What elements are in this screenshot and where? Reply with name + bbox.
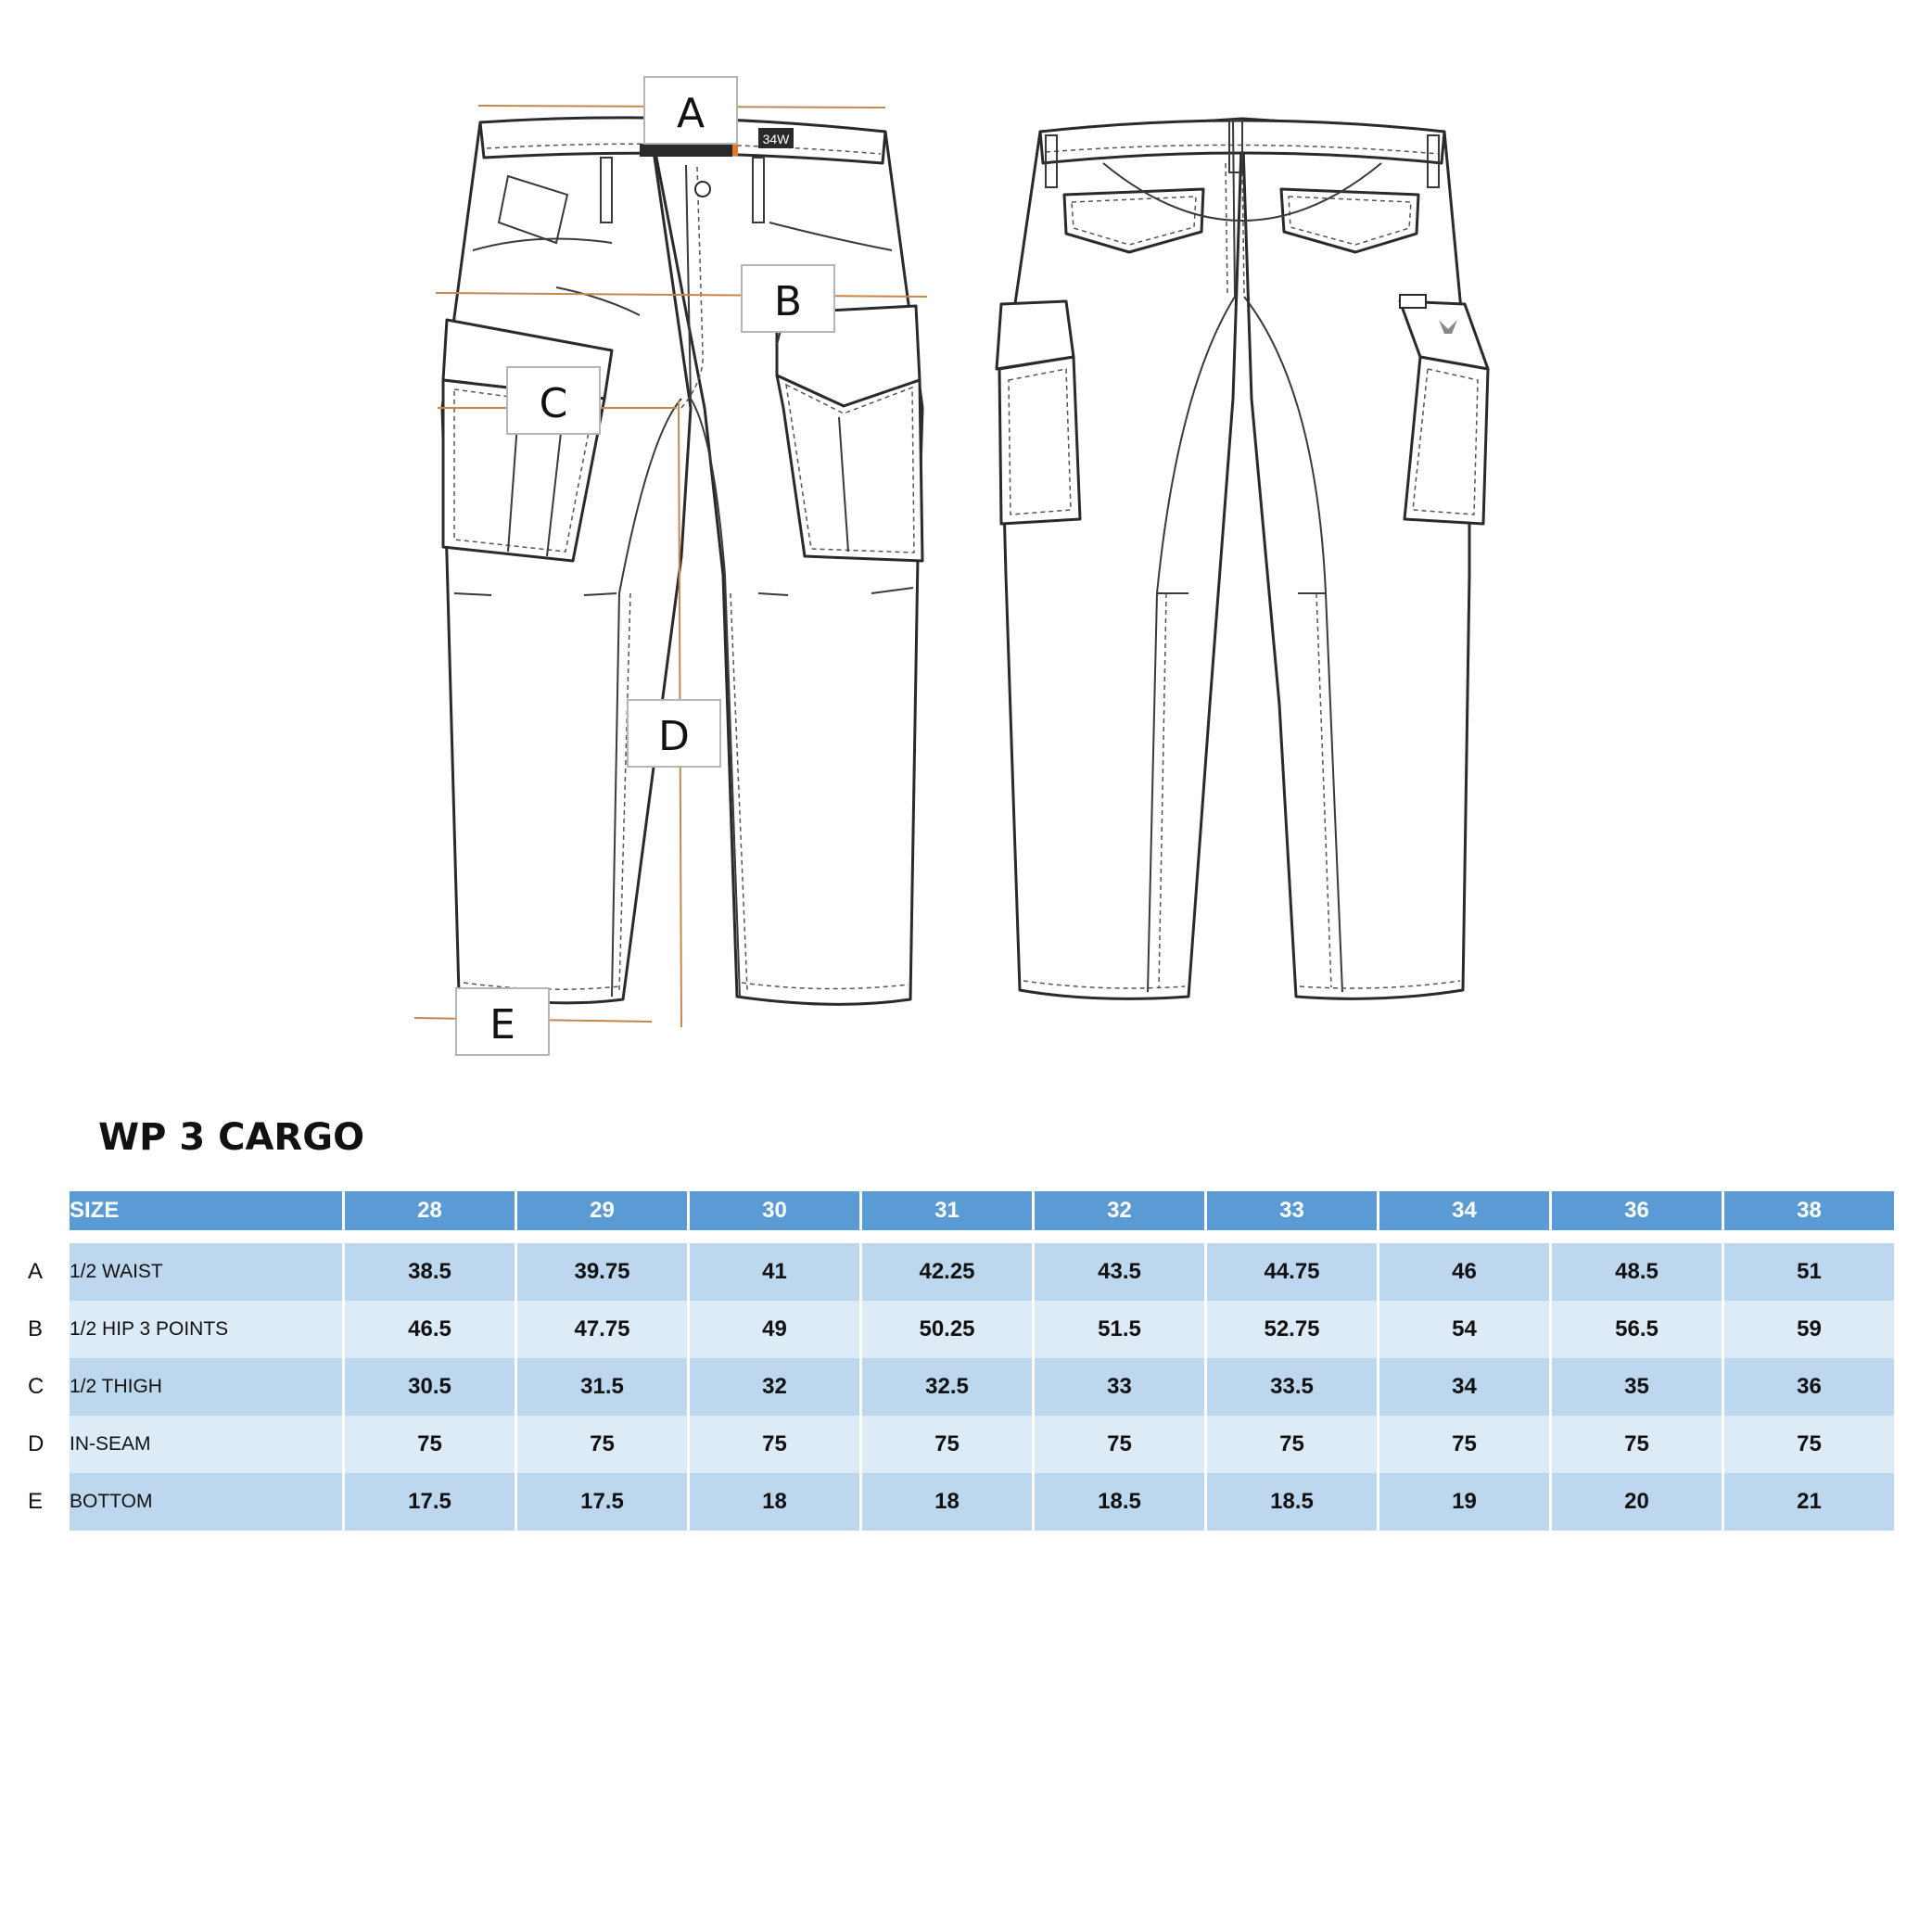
row-letter: D [28,1416,70,1473]
table-cell: 75 [342,1416,515,1473]
table-cell: 56.5 [1549,1301,1722,1358]
measurement-name: IN-SEAM [70,1416,342,1473]
pants-back-view [997,119,1488,998]
table-cell: 46.5 [342,1301,515,1358]
table-row [28,1358,1894,1416]
table-cell: 47.75 [515,1301,687,1358]
size-col-header: 36 [1549,1191,1722,1230]
svg-text:D: D [658,713,690,760]
table-cell: 17.5 [342,1473,515,1531]
table-cell: 31.5 [515,1358,687,1416]
table-cell: 75 [859,1416,1032,1473]
svg-text:C: C [539,380,568,427]
table-cell: 17.5 [515,1473,687,1531]
table-cell: 18.5 [1204,1473,1377,1531]
measurement-name: 1/2 THIGH [70,1358,342,1416]
table-cell: 75 [1204,1416,1377,1473]
svg-text:E: E [489,1001,515,1049]
header-spacer [28,1191,70,1230]
size-col-header: 34 [1377,1191,1549,1230]
table-cell: 41 [687,1243,859,1301]
row-letter: E [28,1473,70,1531]
measure-label-c [507,367,600,434]
row-letter: C [28,1358,70,1416]
size-col-header: 31 [859,1191,1032,1230]
measure-label-d [628,700,720,767]
measure-label-b [742,265,834,332]
table-row [28,1301,1894,1358]
table-cell: 75 [1377,1416,1549,1473]
size-chart-table [28,1191,1894,1531]
table-row [28,1473,1894,1531]
size-col-header: 33 [1204,1191,1377,1230]
size-col-header: 30 [687,1191,859,1230]
table-row [28,1416,1894,1473]
table-cell: 75 [1032,1416,1204,1473]
pants-front-view [442,118,922,1004]
table-cell: 19 [1377,1473,1549,1531]
table-cell: 33.5 [1204,1358,1377,1416]
table-cell: 75 [1549,1416,1722,1473]
row-letter: B [28,1301,70,1358]
table-cell: 75 [687,1416,859,1473]
table-cell: 32 [687,1358,859,1416]
table-cell: 48.5 [1549,1243,1722,1301]
measurement-name: BOTTOM [70,1473,342,1531]
table-cell: 43.5 [1032,1243,1204,1301]
table-cell: 18 [859,1473,1032,1531]
table-cell: 20 [1549,1473,1722,1531]
table-cell: 54 [1377,1301,1549,1358]
table-cell: 33 [1032,1358,1204,1416]
size-header-label: SIZE [70,1191,342,1230]
size-col-header: 32 [1032,1191,1204,1230]
measure-label-e [456,988,549,1055]
table-cell: 21 [1722,1473,1894,1531]
table-row [28,1243,1894,1301]
table-cell: 75 [515,1416,687,1473]
table-cell: 36 [1722,1358,1894,1416]
table-cell: 34 [1377,1358,1549,1416]
table-cell: 46 [1377,1243,1549,1301]
table-cell: 52.75 [1204,1301,1377,1358]
table-cell: 42.25 [859,1243,1032,1301]
table-cell: 44.75 [1204,1243,1377,1301]
size-col-header: 28 [342,1191,515,1230]
row-letter: A [28,1243,70,1301]
table-cell: 59 [1722,1301,1894,1358]
table-cell: 35 [1549,1358,1722,1416]
table-cell: 18.5 [1032,1473,1204,1531]
table-cell: 38.5 [342,1243,515,1301]
table-cell: 75 [1722,1416,1894,1473]
product-title: WP 3 CARGO [98,1116,365,1159]
size-col-header: 29 [515,1191,687,1230]
table-cell: 50.25 [859,1301,1032,1358]
table-cell: 30.5 [342,1358,515,1416]
svg-text:A: A [676,90,705,137]
table-cell: 39.75 [515,1243,687,1301]
size-col-header: 38 [1722,1191,1894,1230]
table-cell: 32.5 [859,1358,1032,1416]
table-cell: 49 [687,1301,859,1358]
measurement-name: 1/2 WAIST [70,1243,342,1301]
table-cell: 51.5 [1032,1301,1204,1358]
svg-text:B: B [773,278,803,325]
measure-label-a [644,77,737,144]
measurement-name: 1/2 HIP 3 POINTS [70,1301,342,1358]
waist-size-tag: 34W [762,132,790,146]
size-header-row [28,1191,1894,1230]
table-cell: 18 [687,1473,859,1531]
table-cell: 51 [1722,1243,1894,1301]
